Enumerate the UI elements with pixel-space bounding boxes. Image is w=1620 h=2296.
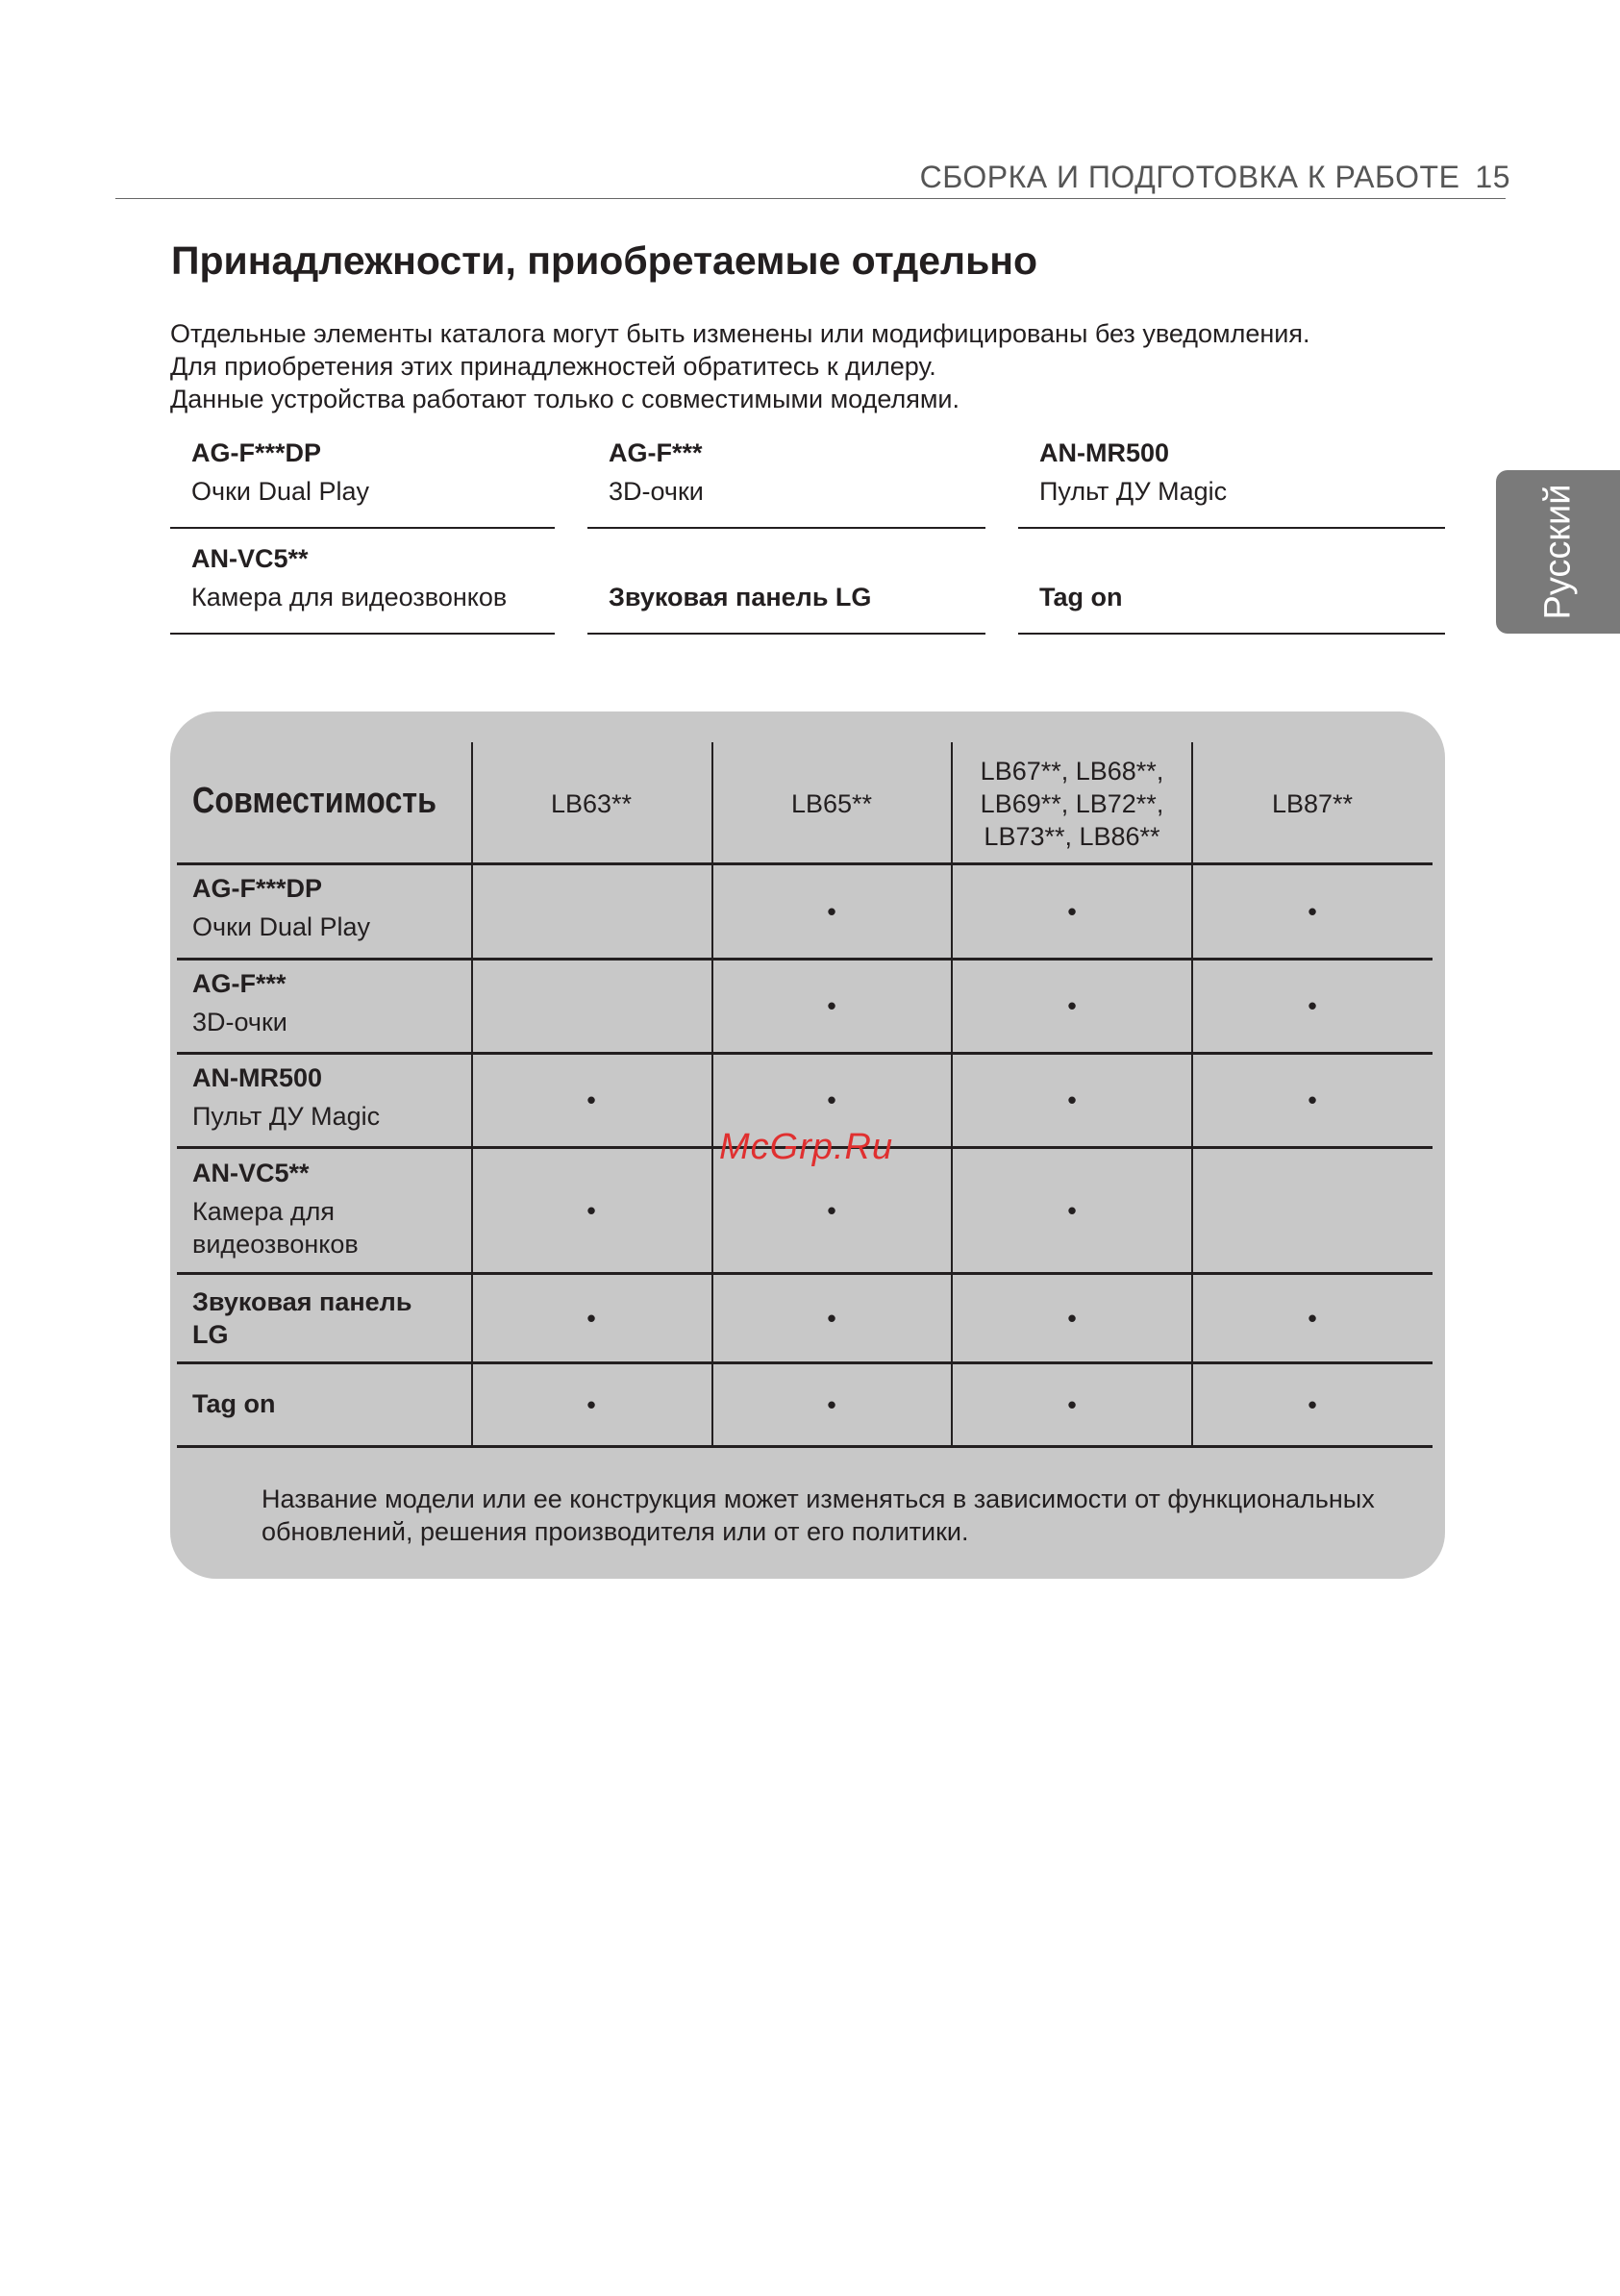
- watermark: McGrp.Ru: [719, 1127, 894, 1167]
- accessory-item: [170, 544, 555, 635]
- row-label: [192, 872, 370, 943]
- compat-mark: •: [1308, 1389, 1317, 1419]
- section-title: Принадлежности, приобретаемые отдельно: [171, 238, 1038, 283]
- intro-line: Отдельные элементы каталога могут быть изменены или модифицированы без уведомления.: [170, 319, 1310, 348]
- compat-mark: •: [1067, 1303, 1077, 1333]
- compat-mark: •: [1308, 1303, 1317, 1333]
- compatibility-title: Совместимость: [192, 781, 436, 821]
- compat-mark: •: [1067, 1086, 1077, 1114]
- footnote-line: Название модели или ее конструкция может изменяться в зависимости от функциональных: [262, 1485, 1375, 1513]
- accessory-item: [587, 438, 985, 529]
- compat-mark: •: [586, 1195, 596, 1225]
- row-code: Tag on: [192, 1389, 276, 1418]
- accessory-code: AN-VC5**: [191, 544, 309, 573]
- compat-mark: •: [827, 1195, 836, 1225]
- compat-mark: •: [827, 1086, 836, 1114]
- compat-mark: [472, 865, 710, 958]
- header-section: СБОРКА И ПОДГОТОВКА К РАБОТЕ: [919, 160, 1460, 194]
- compat-mark: •: [586, 1086, 596, 1114]
- accessory-item: [1018, 438, 1445, 529]
- column-header: LB87**: [1271, 789, 1354, 818]
- row-label: [192, 1061, 380, 1133]
- compat-mark: •: [586, 1303, 596, 1333]
- intro-text: [170, 317, 1310, 415]
- page-number: 15: [1475, 160, 1510, 194]
- compat-mark: [472, 961, 710, 1052]
- compat-mark: •: [1308, 1086, 1317, 1114]
- compat-mark: •: [1308, 896, 1317, 926]
- footnote: [262, 1483, 1375, 1548]
- row-name: Пульт ДУ Magic: [192, 1102, 381, 1131]
- accessory-item: [1018, 544, 1445, 635]
- column-header-line: LB69**, LB72**,: [980, 789, 1164, 818]
- compat-mark: •: [1067, 1195, 1077, 1225]
- header-rule: [115, 198, 1506, 199]
- column-header: [953, 744, 1191, 863]
- row-code: Звуковая панель: [192, 1287, 412, 1316]
- compat-mark: •: [827, 1303, 836, 1333]
- compat-mark: •: [827, 991, 836, 1020]
- column-header-line: LB67**, LB68**,: [980, 757, 1164, 786]
- row-name: Очки Dual Play: [192, 912, 371, 941]
- row-name: LG: [192, 1320, 229, 1349]
- accessory-name: Очки Dual Play: [191, 477, 370, 506]
- compat-mark: •: [1067, 1389, 1077, 1419]
- row-code: AN-MR500: [192, 1063, 323, 1092]
- row-label: [192, 1387, 275, 1420]
- compat-mark: •: [1067, 991, 1077, 1020]
- accessory-name: Tag on: [1039, 583, 1123, 611]
- language-tab[interactable]: [1496, 470, 1620, 634]
- column-header: LB65**: [790, 789, 873, 818]
- row-label: [192, 967, 287, 1038]
- intro-line: Для приобретения этих принадлежностей обратитесь к дилеру.: [170, 352, 936, 381]
- compat-mark: •: [827, 1389, 836, 1419]
- row-label: [192, 1285, 411, 1351]
- accessory-name: Пульт ДУ Magic: [1039, 477, 1228, 506]
- compat-mark: [1193, 1149, 1432, 1272]
- compat-mark: •: [586, 1389, 596, 1419]
- compat-mark: •: [827, 896, 836, 926]
- accessory-name: Камера для видеозвонков: [191, 583, 508, 611]
- footnote-line: обновлений, решения производителя или от его политики.: [262, 1517, 969, 1546]
- row-code: AG-F***: [192, 969, 287, 998]
- row-name: Камера для: [192, 1197, 335, 1226]
- row-code: AN-VC5**: [192, 1159, 310, 1187]
- intro-line: Данные устройства работают только с совместимыми моделями.: [170, 385, 960, 413]
- accessory-name: 3D-очки: [609, 477, 704, 506]
- accessory-code: AG-F***: [609, 438, 703, 467]
- accessory-code: AN-MR500: [1039, 438, 1170, 467]
- row-name: видеозвонков: [192, 1230, 359, 1259]
- row-name: 3D-очки: [192, 1008, 287, 1036]
- compat-mark: •: [1067, 896, 1077, 926]
- column-header-line: LB73**, LB86**: [984, 822, 1160, 851]
- running-header: [920, 160, 1510, 195]
- accessory-item: [587, 544, 985, 635]
- accessory-item: [170, 438, 555, 529]
- column-header: LB63**: [550, 789, 633, 818]
- accessory-name: Звуковая панель LG: [609, 583, 872, 611]
- row-label: [192, 1157, 359, 1260]
- row-code: AG-F***DP: [192, 874, 323, 903]
- compat-mark: •: [1308, 991, 1317, 1020]
- accessory-code: AG-F***DP: [191, 438, 322, 467]
- grid-line: [177, 1445, 1433, 1448]
- language-tab-label: Русский: [1537, 484, 1579, 620]
